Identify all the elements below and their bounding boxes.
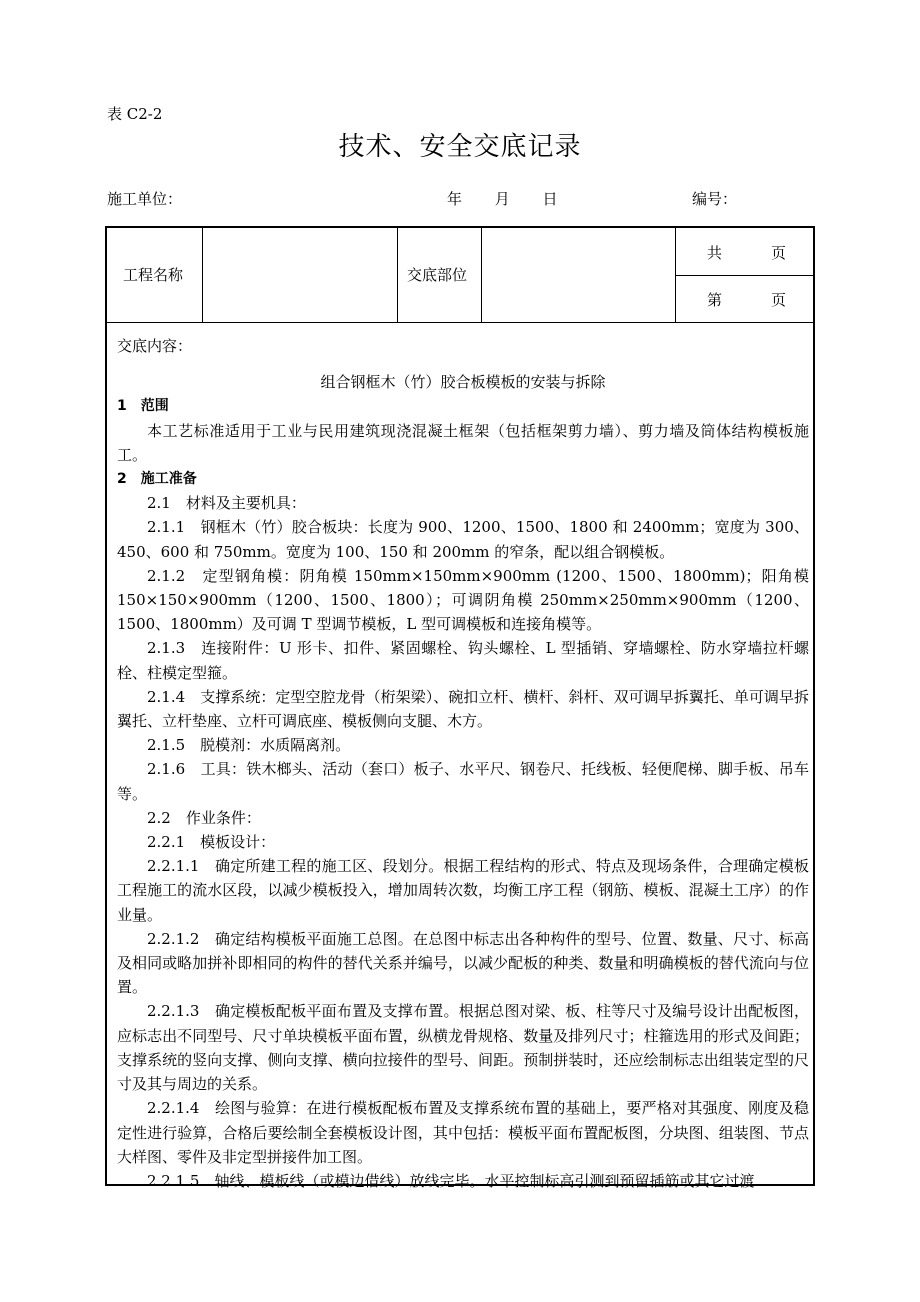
paragraph: 2.2.1 模板设计： — [147, 833, 276, 852]
date-label: 年 月 日 — [447, 190, 558, 208]
total-page-unit: 页 — [771, 244, 787, 262]
paragraph: 2.2.1.5 轴线、模板线（或模边借线）放线完毕。水平控制标高引测到预留插筋或其它过渡 — [147, 1171, 755, 1190]
page-count-cell — [676, 228, 813, 322]
current-page-unit: 页 — [771, 291, 787, 309]
paragraph: 2.1 材料及主要机具： — [147, 494, 306, 513]
construction-unit-label: 施工单位： — [107, 190, 183, 208]
paragraph: 本工艺标准适用于工业与民用建筑现浇混凝土框架（包括框架剪力墙）、剪力墙及筒体结构模板施工。 — [117, 421, 809, 464]
project-name-label-cell — [107, 228, 203, 322]
location-label: 交底部位 — [407, 266, 468, 284]
paragraph: 2.1.3 连接附件：U 形卡、扣件、紧固螺栓、钩头螺栓、L 型插销、穿墙螺栓、防水穿墙拉杆螺栓、柱模定型箍。 — [117, 639, 809, 682]
nth-label: 第 — [707, 291, 723, 309]
paragraph: 2.1.5 脱模剂：水质隔离剂。 — [147, 736, 351, 755]
paragraph: 2.2.1.3 确定模板配板平面布置及支撑布置。根据总图对梁、板、柱等尺寸及编号设计出配板图，应标志出不同型号、尺寸单块模板平面布置，纵横龙骨规格、数量及排列尺寸；柱箍选用的形式及间距；支撑系统的竖向支撑、侧向支撑、横向拉接件的型号、间距。预制拼装时，还应绘制标志出组装定型的尺寸及其与周边的关系。 — [117, 1002, 809, 1094]
content-body — [117, 334, 809, 1193]
paragraph: 2.2.1.1 确定所建工程的施工区、段划分。根据工程结构的形式、特点及现场条件，合理确定模板工程施工的流水区段，以减少模板投入，增加周转次数，均衡工序工程（钢筋、模板、混凝土工序）的作业量。 — [117, 857, 809, 924]
document-title: 组合钢框木（竹）胶合板模板的安装与拆除 — [320, 373, 606, 392]
paragraph: 2.1.2 定型钢角模：阴角模 150mm×150mm×900mm (1200、1500、1800mm)；阳角模 150×150×900mm（1200、1500、1800）；可调阴角模 250mm×250mm×900mm（1200、1500、1800mm）及可调 T 型调节模板，L 型可调模板和连接角模等。 — [117, 566, 809, 634]
section-heading: 2 施工准备 — [117, 471, 197, 488]
paragraph: 2.1.1 钢框木（竹）胶合板块：长度为 900、1200、1500、1800 和 2400mm；宽度为 300、450、600 和 750mm。宽度为 100、150 和 200mm 的窄条，配以组合钢模板。 — [117, 518, 809, 561]
section-heading: 1 范围 — [117, 398, 169, 415]
header-row — [107, 228, 813, 323]
form-code: 表 C2-2 — [107, 105, 163, 123]
page-title: 技术、安全交底记录 — [338, 132, 582, 162]
paragraph: 2.2.1.4 绘图与验算：在进行模板配板布置及支撑系统布置的基础上，要严格对其强度、刚度及稳定性进行验算，合格后要绘制全套模板设计图，其中包括：模板平面布置配板图，分块图、组装图、节点大样图、零件及非定型拼接件加工图。 — [117, 1099, 809, 1166]
current-page-row — [676, 275, 813, 322]
project-name-value-cell[interactable] — [203, 228, 398, 322]
location-label-cell — [398, 228, 482, 322]
record-sheet — [105, 226, 815, 1190]
location-value-cell[interactable] — [482, 228, 676, 322]
paragraph: 2.2.1.2 确定结构模板平面施工总图。在总图中标志出各种构件的型号、位置、数量、尺寸、标高及相同或略加拼补即相同的构件的替代关系并编号，以减少配板的种类、数量和明确模板的替代流向与位置。 — [117, 929, 809, 997]
project-name-label: 工程名称 — [123, 266, 184, 284]
paragraph: 2.1.4 支撑系统：定型空腔龙骨（桁架梁）、碗扣立杆、横杆、斜杆、双可调早拆翼托、单可调早拆翼托、立杆垫座、立杆可调底座、模板侧向支腿、木方。 — [117, 687, 809, 731]
paragraph: 2.2 作业条件： — [147, 808, 261, 827]
record-number-label: 编号： — [692, 190, 738, 208]
total-pages-row — [676, 228, 813, 276]
paragraph: 2.1.6 工具：铁木榔头、活动（套口）板子、水平尺、钢卷尺、托线板、轻便爬梯、脚手板、吊车等。 — [117, 760, 809, 803]
total-label: 共 — [707, 244, 723, 262]
content-intro-label: 交底内容： — [117, 337, 193, 355]
